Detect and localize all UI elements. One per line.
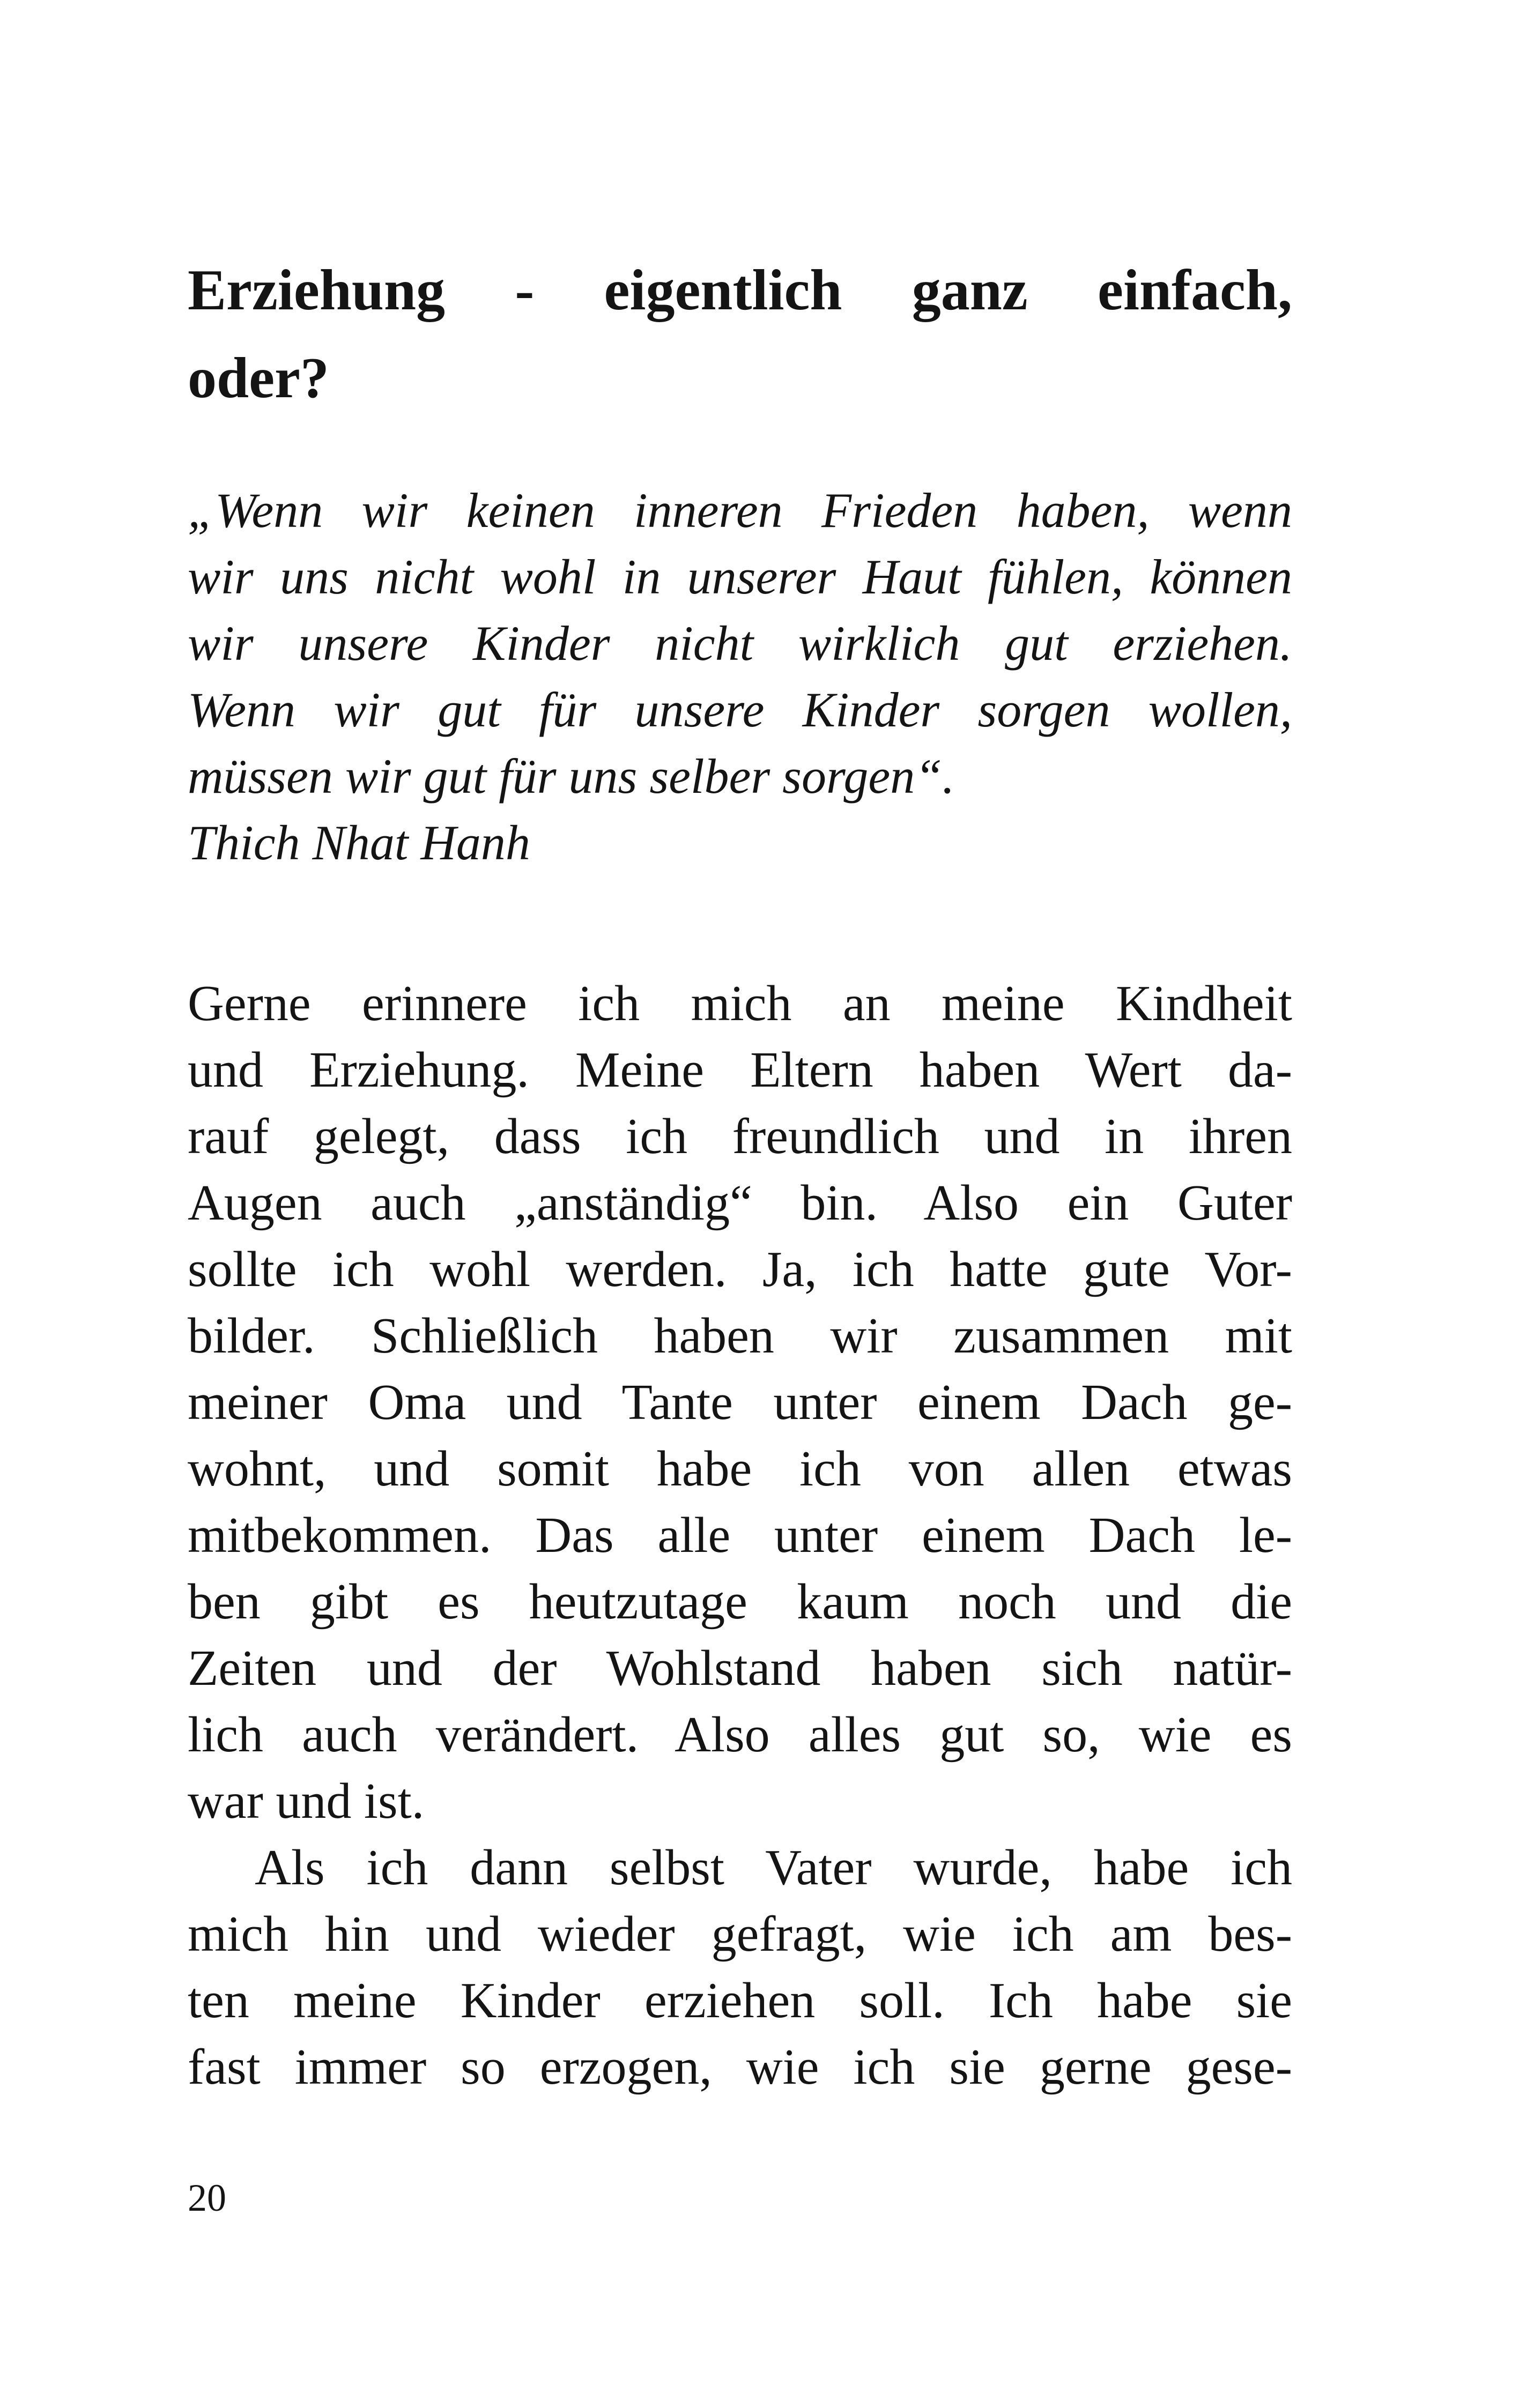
chapter-title-line: Erziehung - eigentlich ganz einfach,: [188, 258, 1292, 322]
text-line: bilder. Schließlich haben wir zusammen mit: [188, 1308, 1292, 1364]
text-line: Augen auch „anständig“ bin. Also ein Guter: [188, 1175, 1292, 1231]
epigraph-line: wir unsere Kinder nicht wirklich gut erziehen.: [188, 616, 1292, 671]
text-line: Zeiten und der Wohlstand haben sich natür-: [188, 1640, 1292, 1696]
chapter-title-line: oder?: [188, 346, 329, 410]
text-line: wohnt, und somit habe ich von allen etwas: [188, 1441, 1292, 1497]
epigraph-line: Wenn wir gut für unsere Kinder sorgen wollen,: [188, 682, 1292, 737]
text-line: meiner Oma und Tante unter einem Dach ge-: [188, 1374, 1292, 1430]
epigraph-line: müssen wir gut für uns selber sorgen“.: [188, 749, 955, 804]
text-line: fast immer so erzogen, wie ich sie gerne gese-: [188, 2039, 1292, 2095]
paragraph: [188, 970, 1292, 1834]
chapter-title: [188, 247, 1292, 422]
epigraph: [188, 477, 1292, 876]
text-line: lich auch verändert. Also alles gut so, wie es: [188, 1707, 1292, 1763]
text-line: ben gibt es heutzutage kaum noch und die: [188, 1574, 1292, 1630]
page-number: 20: [188, 2176, 226, 2219]
epigraph-author: Thich Nhat Hanh: [188, 815, 530, 870]
text-line: und Erziehung. Meine Eltern haben Wert da-: [188, 1042, 1292, 1098]
epigraph-line: „Wenn wir keinen inneren Frieden haben, wenn: [188, 483, 1292, 538]
paragraph: [188, 1834, 1292, 2100]
text-line: Gerne erinnere ich mich an meine Kindheit: [188, 976, 1292, 1031]
text-line: Als ich dann selbst Vater wurde, habe ich: [255, 1840, 1292, 1896]
text-line: rauf gelegt, dass ich freundlich und in ihren: [188, 1109, 1292, 1164]
body-text: [188, 970, 1292, 2100]
text-line: ten meine Kinder erziehen soll. Ich habe sie: [188, 1973, 1292, 2028]
text-line: war und ist.: [188, 1773, 425, 1829]
text-line: mich hin und wieder gefragt, wie ich am bes-: [188, 1906, 1292, 1962]
text-line: sollte ich wohl werden. Ja, ich hatte gute Vor-: [188, 1242, 1292, 1297]
epigraph-line: wir uns nicht wohl in unserer Haut fühlen, können: [188, 549, 1292, 604]
text-line: mitbekommen. Das alle unter einem Dach le-: [188, 1507, 1292, 1563]
